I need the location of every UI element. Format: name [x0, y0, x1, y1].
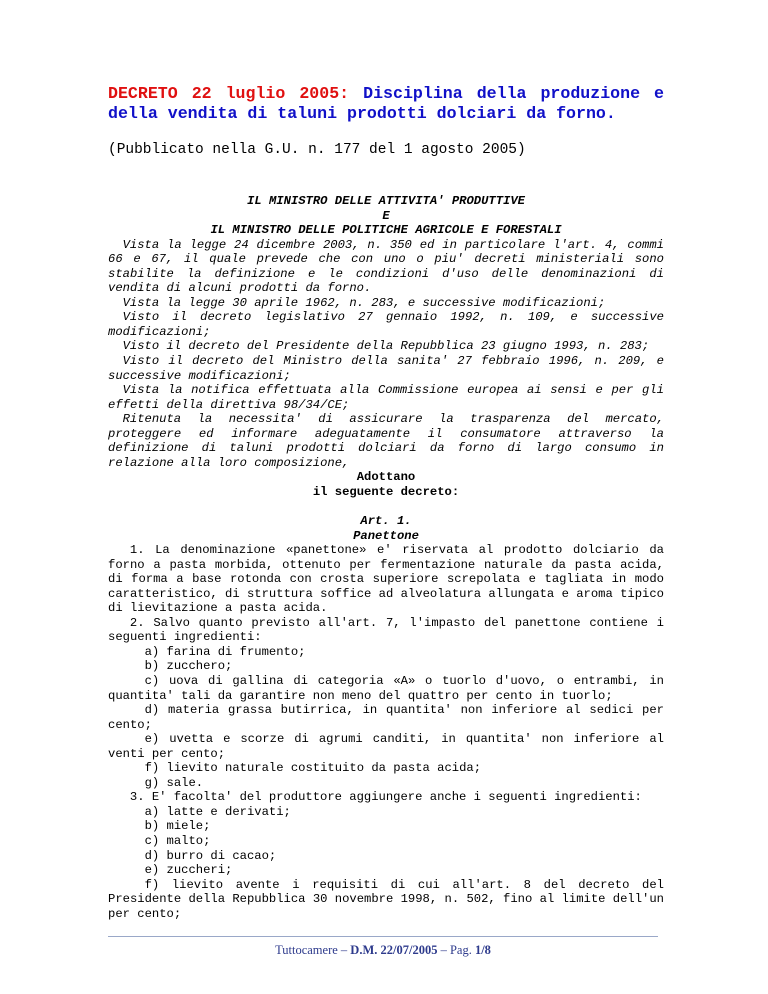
document-title	[108, 84, 664, 124]
ingredient-item: g) sale.	[144, 775, 204, 790]
footer-separator: – Pag.	[440, 943, 472, 957]
ingredient-item: a) farina di frumento;	[144, 644, 306, 659]
seguente-decreto: il seguente decreto:	[312, 484, 460, 499]
optional-ingredient-item: b) miele;	[144, 819, 211, 834]
publication-note: (Pubblicato nella G.U. n. 177 del 1 agosto 2005)	[108, 142, 526, 158]
document-body	[108, 194, 664, 921]
adottano: Adottano	[356, 470, 416, 485]
title-subject: Disciplina della produzione e della vendita di taluni prodotti dolciari da forno.	[108, 84, 664, 123]
premise-visto-5: Visto il decreto del Ministro della sanita' 27 febbraio 1996, n. 209, e successive modificazioni;	[108, 354, 664, 383]
footer-divider	[108, 936, 658, 937]
ingredient-item: f) lievito naturale costituito da pasta acida;	[144, 761, 482, 776]
spacer	[108, 499, 664, 514]
optional-ingredient-item: c) malto;	[144, 834, 211, 849]
optional-ingredient-item: e) zuccheri;	[144, 863, 233, 878]
page-footer	[108, 943, 658, 958]
article-paragraph-2: 2. Salvo quanto previsto all'art. 7, l'impasto del panettone contiene i seguenti ingredienti:	[108, 615, 664, 645]
footer-document: D.M. 22/07/2005	[350, 943, 438, 957]
ingredient-item: c) uova di gallina di categoria «A» o tuorlo d'uovo, o entrambi, in quantita' tali da garantire non meno del quattro per cento in tuorlo;	[108, 674, 664, 703]
premise-vista-1: Vista la legge 24 dicembre 2003, n. 350 ed in particolare l'art. 4, commi 66 e 67, il quale prevede che con uno o piu' decreti ministeriali sono stabilite la definizione e le condizioni d'uso delle denominazioni di vendita di alcuni prodotti da forno.	[108, 237, 664, 296]
optional-ingredient-item: d) burro di cacao;	[144, 848, 277, 863]
minister-1: IL MINISTRO DELLE ATTIVITA' PRODUTTIVE	[247, 194, 525, 208]
article-paragraph-1: 1. La denominazione «panettone» e' riservata al prodotto dolciario da forno a pasta morbida, ottenuto per fermentazione naturale da pasta acida, di forma a base rotonda con crosta superiore screpolata e tagliata in modo caratteristico, di struttura soffice ad alveolatura allungata e aroma tipico di lievitazione a pasta acida.	[108, 543, 664, 616]
premise-vista-6: Vista la notifica effettuata alla Commissione europea ai sensi e per gli effetti della direttiva 98/34/CE;	[108, 383, 664, 412]
premise-visto-3: Visto il decreto legislativo 27 gennaio 1992, n. 109, e successive modificazioni;	[108, 310, 664, 339]
article-number: Art. 1.	[360, 513, 412, 528]
ingredient-item: e) uvetta e scorze di agrumi canditi, in quantita' non inferiore al venti per cento;	[108, 732, 664, 761]
article-name: Panettone	[353, 528, 419, 543]
minister-2: IL MINISTRO DELLE POLITICHE AGRICOLE E FORESTALI	[210, 223, 562, 238]
footer-page-number: 1/8	[474, 943, 491, 957]
ingredient-item: b) zucchero;	[144, 659, 233, 674]
conjunction: E	[382, 208, 390, 223]
premise-visto-4: Visto il decreto del Presidente della Repubblica 23 giugno 1993, n. 283;	[122, 339, 650, 354]
title-decree-date: DECRETO 22 luglio 2005:	[108, 84, 350, 103]
ingredient-item: d) materia grassa butirrica, in quantita' non inferiore al sedici per cento;	[108, 703, 664, 732]
optional-ingredient-item: a) latte e derivati;	[144, 804, 291, 819]
premise-vista-2: Vista la legge 30 aprile 1962, n. 283, e successive modificazioni;	[122, 295, 606, 310]
article-paragraph-3: 3. E' facolta' del produttore aggiungere anche i seguenti ingredienti:	[129, 790, 642, 805]
optional-ingredient-item: f) lievito avente i requisiti di cui all'art. 8 del decreto del Presidente della Repubblica 30 novembre 1998, n. 502, fino al limite dell'un per cento;	[108, 877, 664, 921]
premise-ritenuta: Ritenuta la necessita' di assicurare la trasparenza del mercato, proteggere ed informare adeguatamente il consumatore attraverso la definizione di taluni prodotti dolciari da forno di largo consumo in relazione alla loro composizione,	[108, 412, 664, 470]
footer-source: Tuttocamere –	[275, 943, 348, 957]
